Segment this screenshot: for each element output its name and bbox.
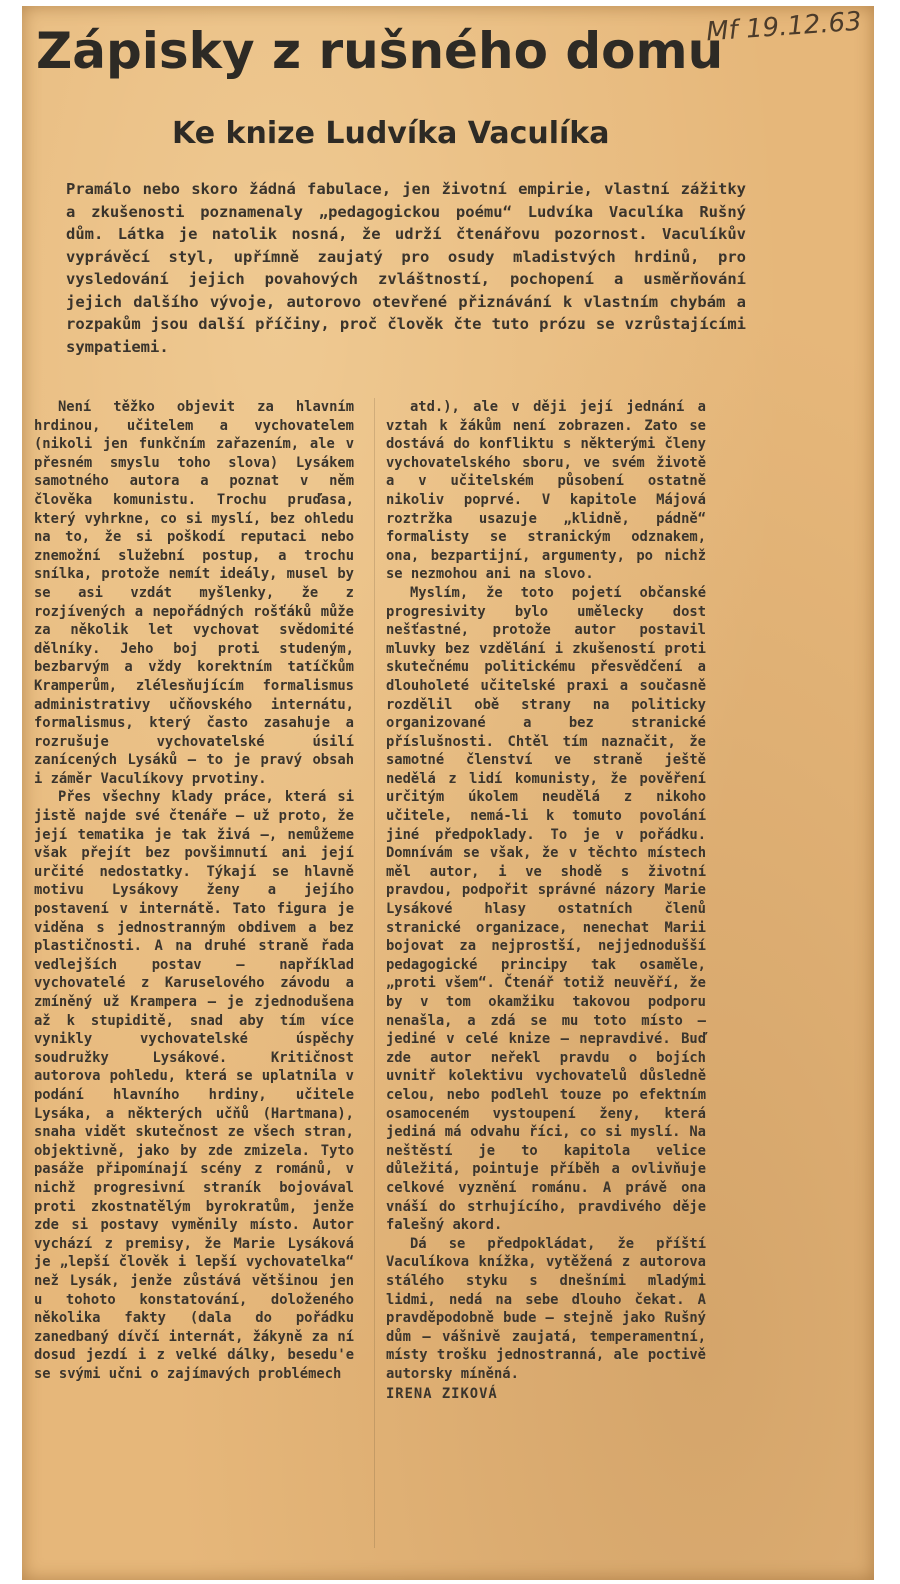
paragraph: Není těžko objevit za hlavním hrdinou, učitelem a vychovatelem (nikoli jen funkčním zařazením, ale v přesném smyslu toho slova) Lysákem samotného autora a poznat v něm člověka komunistu. Trochu pruďasa, který vyhrkne, co si myslí, bez ohledu na to, že si poškodí reputaci nebo znemožní služební postup, a trochu snílka, protože nemít ideály, musel by se asi vzdát myšlenky, že z rozjívených a nepořádných rošťáků může za několik let vychovat svědomité dělníky. Jeho boj proti studeným, bezbarvým a vždy korektním tatíčkům Kramperům, zlélesňujícím formalismus administrativy učňovského internátu, formalismus, který často zasahuje a rozrušuje vychovatelské úsilí zanícených Lysáků — to je pravý obsah i záměr Vaculíkovy prvotiny.: [34, 399, 354, 787]
article-title: Zápisky z rušného domu: [36, 22, 724, 80]
left-column: [34, 398, 354, 1383]
right-column: [386, 398, 706, 1404]
handwritten-note: Mf 19.12.63: [705, 6, 863, 48]
newspaper-clipping: [22, 6, 874, 1580]
column-divider: [374, 398, 375, 1548]
paragraph: Přes všechny klady práce, která si jistě najde své čtenáře — už proto, že její tematika je tak živá —, nemůžeme však přejít bez povšimnutí ani její určité nedostatky. Týkají se hlavně motivu Lysákovy ženy a jejího postavení v internátě. Tato figura je viděna s jednostranným obdivem a bez plastičnosti. A na druhé straně řada vedlejších postav — například vychovatelé z Karuselového závodu a zmíněný už Krampera — je zjednodušena až k stupiditě, snad aby tím více vynikly vychovatelské úspěchy soudružky Lysákové. Kritičnost autorova pohledu, která se uplatnila v podání hlavního hrdiny, učitele Lysáka, a některých učňů (Hartmana), snaha vidět skutečnost ze všech stran, objektivně, jako by zde zmizela. Tyto pasáže připomínají scény z románů, v nichž progresivní straník bojovával proti zkostnatělým byrokratům, jenže zde si postavy vyměnily místo. Autor vychází z premisy, že Marie Lysáková je „lepší člověk i lepší vychovatelka“ než Lysák, jenže zůstává většinou jen u tohoto konstatování, doloženého několika fakty (dala do pořádku zanedbaný dívčí internát, žákyně za ní dosud jezdí i z velké dálky, besedu'e se svými učni o zajímavých problémech: [34, 789, 354, 1382]
paragraph: atd.), ale v ději její jednání a vztah k žákům není zobrazen. Zato se dostává do konfliktu s některými členy vychovatelského sboru, ve svém životě a v učitelském působení ostatně nikoliv poprvé. V kapitole Májová roztržka usazuje „klidně, pádně“ formalisty se stranickým odznakem, ona, bezpartijní, argumenty, po nichž se nezmohou ani na slovo.: [386, 399, 706, 583]
author-signature: IRENA ZIKOVÁ: [386, 1386, 498, 1403]
article-lead: Pramálo nebo skoro žádná fabulace, jen životní empirie, vlastní zážitky a zkušenosti poznamenaly „pedagogickou poému“ Ludvíka Vaculíka Rušný dům. Látka je natolik nosná, že udrží čtenářovu pozornost. Vaculíkův vyprávěcí styl, upřímně zaujatý pro osudy mladistvých hrdinů, pro vysledování jejich povahových zvláštností, pochopení a usměrňování jejich dalšího vývoje, autorovo otevřené přiznávání k vlastním chybám a rozpakům jsou další příčiny, proč člověk čte tuto prózu se vzrůstajícími sympatiemi.: [66, 180, 746, 356]
article-subtitle: Ke knize Ludvíka Vaculíka: [172, 116, 610, 151]
paragraph: Myslím, že toto pojetí občanské progresivity bylo umělecky dost nešťastné, protože autor postavil mluvky bez vzdělání i zkušeností proti skutečnému politickému přesvědčení a dlouholeté učitelské praxi a současně rozdělil obě strany na politicky organizované a bez stranické příslušnosti. Chtěl tím naznačit, že samotné členství ve straně ještě nedělá z lidí komunisty, že pověření určitým úkolem neudělá z nikoho učitele, nemá-li k tomuto povolání jiné předpoklady. To je v pořádku. Domnívám se však, že v těchto místech měl autor, i ve shodě s životní pravdou, podpořit správné názory Marie Lysákové hlasy ostatních členů stranické organizace, nenechat Marii bojovat za nejprostší, nejjednodušší pedagogické principy tak osaměle, „proti všem“. Čtenář totiž neuvěří, že by v tom okamžiku takovou podporu nenašla, a zdá se mu toto místo — jediné v celé knize — nepravdivé. Buď zde autor neřekl pravdu o bojích uvnitř kolektivu vychovatelů důsledně celou, nebo podlehl touze po efektním osamoceném vystoupení ženy, která jediná má odvahu říci, co si myslí. Na neštěstí je to kapitola velice důležitá, pointuje příběh a ovlivňuje celkové vyznění románu. A právě ona vnáší do strhujícího, pravdivého děje falešný akord.: [386, 584, 706, 1234]
paragraph: Dá se předpokládat, že příští Vaculíkova knížka, vytěžená z autorova stálého styku s dnešními mladými lidmi, nedá na sebe dlouho čekat. A pravděpodobně bude — stejně jako Rušný dům — vášnivě zaujatá, temperamentní, místy trošku jednostranná, ale poctivě autorsky míněná.: [386, 1235, 706, 1382]
